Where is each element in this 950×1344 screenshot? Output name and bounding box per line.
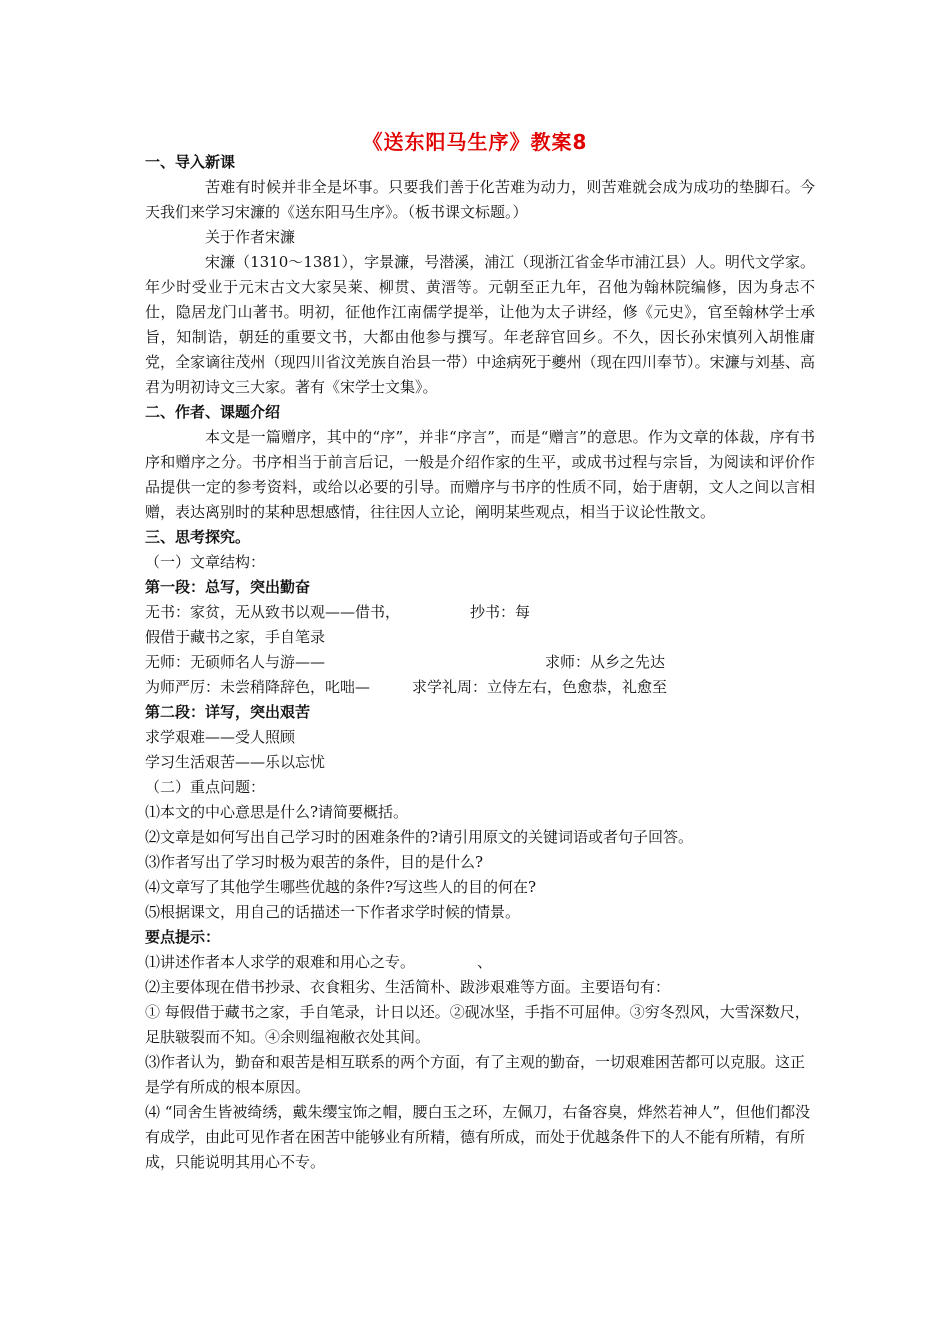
structure-text: 为师严厉：未尝稍降辞色，叱咄— [145,678,371,696]
author-bio-paragraph: 宋濂（1310～1381），字景濂，号潜溪，浦江（现浙江省金华市浦江县）人。明代文学家。年少时受业于元末古文大家吴莱、柳贯、黄溍等。元朝至正九年，召他为翰林院编修，因为身志不仕，隐居龙门山著书。明初，征他作江南儒学提举，让他为太子讲经，修《元史》，官至翰林学士承旨，知制诰，朝廷的重要文书，大都由他参与撰写。年老辞官回乡。不久，因长孙宋慎列入胡惟庸党，全家谪往茂州（现四川省汶羌族自治县一带）中途病死于夔州（现在四川奉节）。宋濂与刘基、高君为明初诗文三大家。著有《宋学士文集》。 [145,253,815,396]
question-item: ⑸根据课文，用自己的话描述一下作者求学时候的情景。 [145,903,521,921]
structure-text: 学习生活艰苦——乐以忘忧 [145,753,326,771]
structure-row [145,650,815,675]
structure-text: 无书：家贫，无从致书以观——借书， [145,603,401,621]
structure-text: 无师：无硕师名人与游—— [145,653,326,671]
tips-heading: 要点提示： [145,928,221,946]
answer-item: ⑶作者认为，勤奋和艰苦是相互联系的两个方面，有了主观的勤奋，一切艰难困苦都可以克服。这正是学有所成的根本原因。 [145,1053,806,1096]
subheading-structure: （一）文章结构： [145,553,266,571]
para1-heading: 第一段：总写，突出勤奋 [145,578,311,596]
question-item: ⑶作者写出了学习时极为艰苦的条件，目的是什么? [145,853,484,871]
section-heading-1: 一、导入新课 [145,153,236,171]
section-heading-3: 三、思考探究。 [145,528,251,546]
structure-row [145,600,815,625]
document-body [145,150,815,1175]
page-title: 《送东阳马生序》教案8 [362,130,588,154]
answer-item: ⑷ “同舍生皆被绮绣，戴朱缨宝饰之帽，腰白玉之环，左佩刀，右备容臭，烨然若神人”，但他们都没有成学，由此可见作者在困苦中能够业有所精，德有所成，而处于优越条件下的人不能有所精，有所成，只能说明其用心不专。 [145,1103,811,1171]
author-label: 关于作者宋濂 [205,228,296,246]
genre-paragraph: 本文是一篇赠序，其中的“序”，并非“序言”，而是“赠言”的意思。作为文章的体裁，序有书序和赠序之分。书序相当于前言后记，一般是介绍作家的生平，或成书过程与宗旨，为阅读和评价作品提供一定的参考资料，或给以必要的引导。而赠序与书序的性质不同，始于唐朝，文人之间以言相赠，表达离别时的某种思想感情，往往因人立论，阐明某些观点，相当于议论性散文。 [145,428,815,521]
structure-text: 求师：从乡之先达 [545,653,666,671]
answer-item: ⑵主要体现在借书抄录、衣食粗劣、生活简朴、跋涉艰难等方面。主要语句有： [145,978,671,996]
section-heading-2: 二、作者、课题介绍 [145,403,281,421]
structure-text: 假借于藏书之家，手自笔录 [145,628,326,646]
answer-item: 、 [477,953,493,971]
question-item: ⑵文章是如何写出自己学习时的困难条件的?请引用原文的关键词语或者句子回答。 [145,828,694,846]
para2-heading: 第二段：详写，突出艰苦 [145,703,311,721]
intro-paragraph: 苦难有时候并非全是坏事。只要我们善于化苦难为动力，则苦难就会成为成功的垫脚石。今天我们来学习宋濂的《送东阳马生序》。（板书课文标题。） [145,178,815,221]
structure-text: 求学艰难——受人照顾 [145,728,296,746]
question-item: ⑴本文的中心意思是什么?请简要概括。 [145,803,409,821]
answer-item: ⑴讲述作者本人求学的艰难和用心之专。 [145,953,416,971]
answer-row [145,950,815,975]
structure-text: 抄书：每 [470,603,531,621]
subheading-questions: （二）重点问题： [145,778,266,796]
question-item: ⑷文章写了其他学生哪些优越的条件?写这些人的目的何在? [145,878,537,896]
structure-text: 求学礼周：立侍左右，色愈恭，礼愈至 [412,678,668,696]
structure-row [145,675,815,700]
answer-detail: ① 每假借于藏书之家，手自笔录，计日以还。②砚冰坚，手指不可屈伸。③穷冬烈风，大雪深数尺，足肤皲裂而不知。④余则缊袍敝衣处其间。 [145,1003,810,1046]
